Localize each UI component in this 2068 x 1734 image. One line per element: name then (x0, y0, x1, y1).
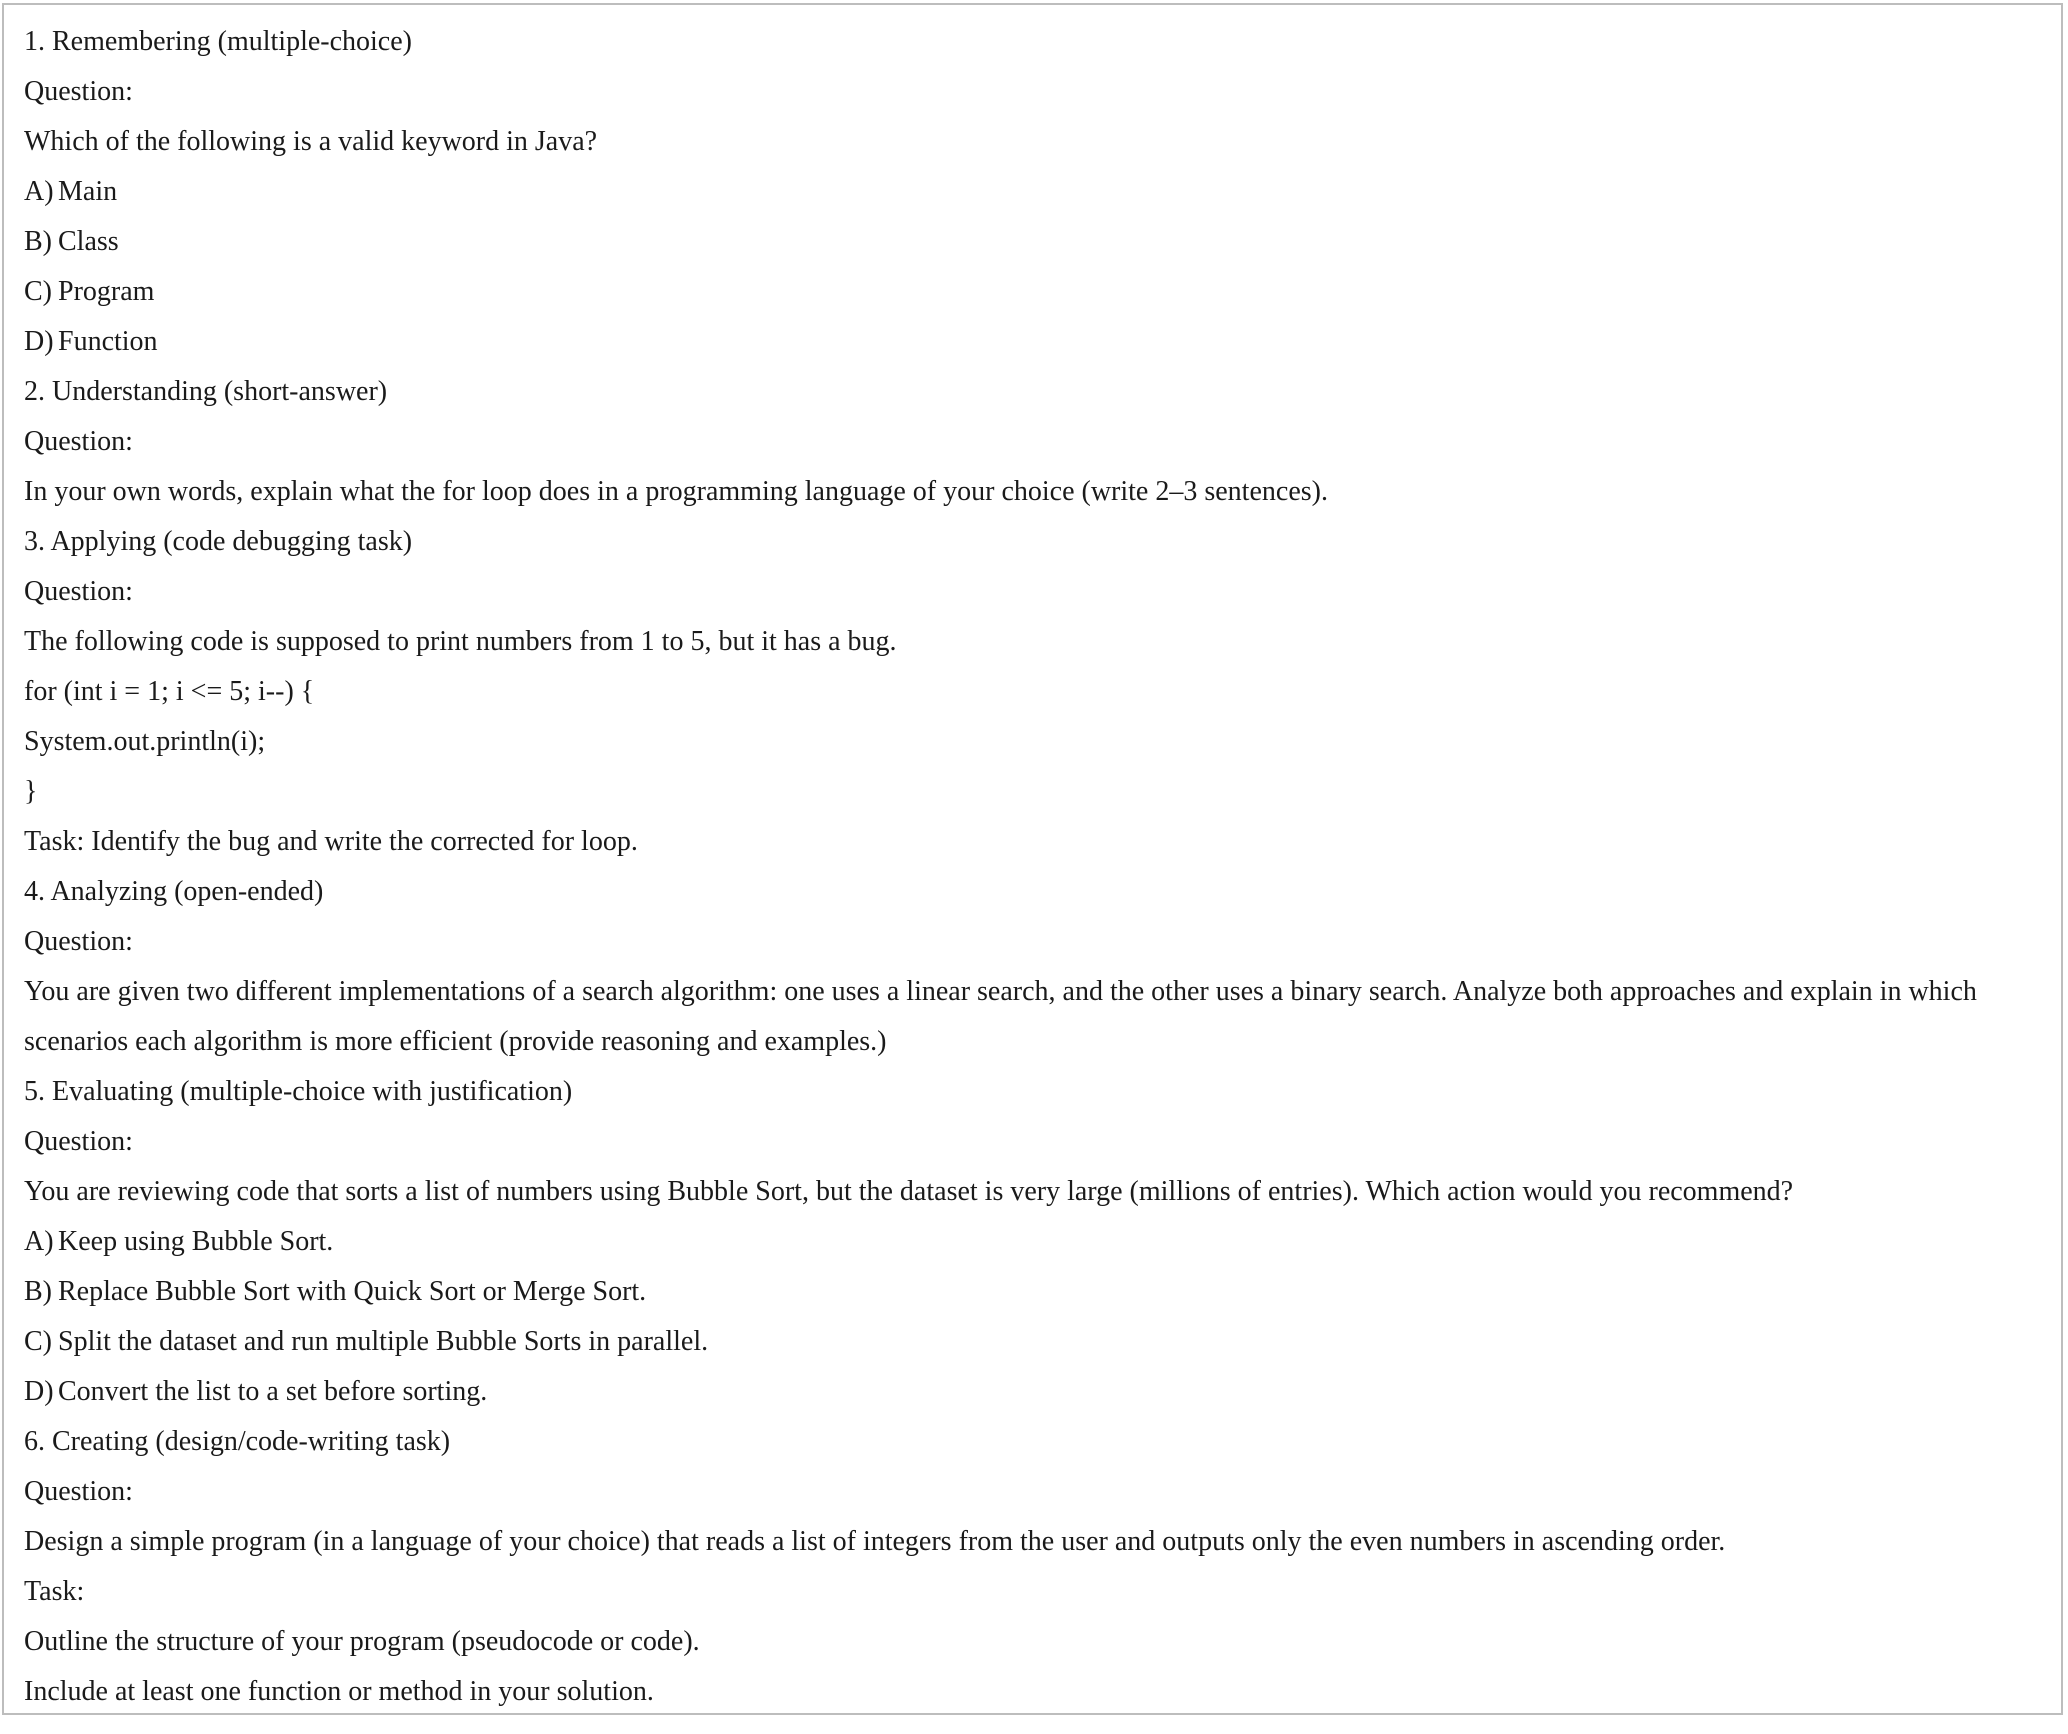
option-letter: D) (24, 326, 54, 357)
q5-option-d (24, 1367, 2041, 1417)
option-text: Class (58, 226, 119, 257)
q5-prompt: You are reviewing code that sorts a list of numbers using Bubble Sort, but the dataset is very large (millions of entries). Which action would you recommend? (24, 1176, 1794, 1207)
q6-task-line-2: Include at least one function or method in your solution. (24, 1676, 654, 1707)
q1-option-a (24, 167, 2041, 217)
q6-task-line-1: Outline the structure of your program (pseudocode or code). (24, 1626, 700, 1657)
option-letter: C) (24, 1326, 52, 1357)
option-text: Replace Bubble Sort with Quick Sort or Merge Sort. (58, 1276, 647, 1307)
q4-question-label: Question: (24, 926, 133, 957)
option-letter: B) (24, 1276, 52, 1307)
q1-heading: 1. Remembering (multiple-choice) (24, 26, 412, 57)
q2-heading: 2. Understanding (short-answer) (24, 376, 388, 407)
q6-question-label: Question: (24, 1476, 133, 1507)
option-text: Keep using Bubble Sort. (58, 1226, 334, 1257)
q2-question-label: Question: (24, 426, 133, 457)
q1-option-c (24, 267, 2041, 317)
q3-code-line-3: } (24, 776, 38, 807)
q6-prompt: Design a simple program (in a language of your choice) that reads a list of integers from the user and outputs only the even numbers in ascending order. (24, 1526, 1726, 1557)
q4-prompt-line-2: scenarios each algorithm is more efficient (provide reasoning and examples.) (24, 1026, 887, 1057)
option-letter: A) (24, 176, 54, 207)
option-text: Program (58, 276, 155, 307)
q3-prompt: The following code is supposed to print numbers from 1 to 5, but it has a bug. (24, 626, 897, 657)
q1-question-label: Question: (24, 76, 133, 107)
q5-option-c (24, 1317, 2041, 1367)
q1-option-d (24, 317, 2041, 367)
q1-option-b (24, 217, 2041, 267)
question-list (24, 17, 2041, 1717)
question-table (2, 3, 2063, 1715)
q2-prompt: In your own words, explain what the for loop does in a programming language of your choice (write 2–3 sentences). (24, 476, 1328, 507)
q5-question-label: Question: (24, 1126, 133, 1157)
option-letter: B) (24, 226, 52, 257)
q6-heading: 6. Creating (design/code-writing task) (24, 1426, 451, 1457)
option-text: Main (58, 176, 118, 207)
option-text: Split the dataset and run multiple Bubble Sorts in parallel. (58, 1326, 709, 1357)
option-letter: C) (24, 276, 52, 307)
q6-task-label: Task: (24, 1576, 85, 1607)
q5-heading: 5. Evaluating (multiple-choice with justification) (24, 1076, 573, 1107)
option-letter: A) (24, 1226, 54, 1257)
q3-heading: 3. Applying (code debugging task) (24, 526, 413, 557)
q3-task: Task: Identify the bug and write the corrected for loop. (24, 826, 638, 857)
q1-prompt: Which of the following is a valid keyword in Java? (24, 126, 598, 157)
q4-prompt-line-1: You are given two different implementations of a search algorithm: one uses a linear search, and the other uses a binary search. Analyze both approaches and explain in which (24, 976, 1977, 1007)
q3-code-line-2: System.out.println(i); (24, 726, 266, 757)
q4-heading: 4. Analyzing (open-ended) (24, 876, 324, 907)
q5-option-b (24, 1267, 2041, 1317)
q3-code-line-1: for (int i = 1; i <= 5; i--) { (24, 676, 315, 707)
option-text: Function (58, 326, 158, 357)
q3-question-label: Question: (24, 576, 133, 607)
option-text: Convert the list to a set before sorting. (58, 1376, 488, 1407)
q5-option-a (24, 1217, 2041, 1267)
option-letter: D) (24, 1376, 54, 1407)
